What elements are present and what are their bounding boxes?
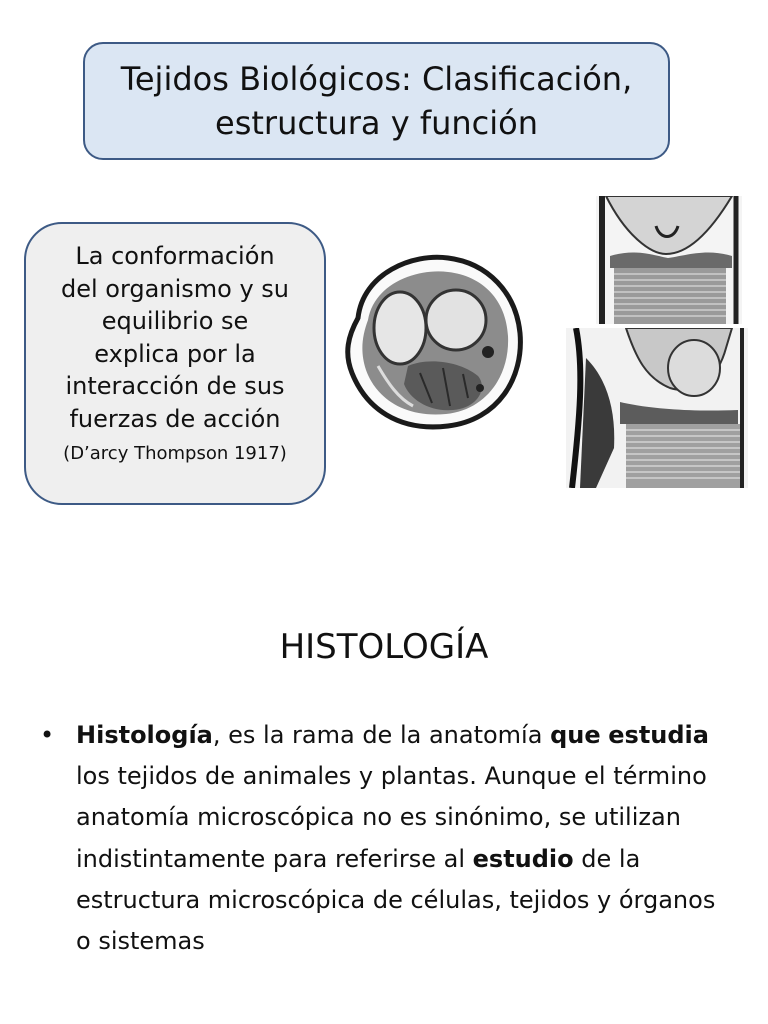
mri-sagittal-knee-icon [566, 328, 748, 488]
bullet-icon: • [40, 721, 55, 749]
quote-line: equilibrio se [101, 307, 249, 335]
quote-box [24, 222, 326, 505]
paragraph-segment: de la estructura microscópica de células, tejidos y órganos o sistemas [76, 844, 716, 956]
term-estudio: estudio [472, 844, 574, 873]
bullet-paragraph [40, 715, 730, 962]
mri-axial-knee-icon [338, 248, 526, 432]
title-box [83, 42, 670, 160]
title-line-1: Tejidos Biológicos: Clasificación, [120, 60, 633, 98]
quote-line: La conformación [75, 242, 275, 270]
quote-citation: (D’arcy Thompson 1917) [63, 443, 287, 464]
term-que: que [550, 721, 601, 749]
mri-coronal-knee-icon [596, 196, 742, 324]
term-histologia: Histología [76, 721, 213, 749]
quote-line: del organismo y su [61, 274, 289, 303]
title-line-2: estructura y función [215, 104, 538, 142]
paragraph-segment: los tejidos de animales y plantas. Aunque el término anatomía microscópica no es sinónimo, se utilizan indistintamente para referirse al [76, 762, 707, 873]
section-heading: HISTOLOGÍA [279, 627, 489, 667]
quote-line: explica por la [94, 339, 256, 368]
quote-line: interacción de sus [65, 372, 285, 400]
term-estudia: estudia [608, 721, 709, 749]
paragraph-text [76, 715, 730, 962]
quote-line: fuerzas de acción [69, 404, 281, 433]
paragraph-segment: , es la rama de la anatomía [212, 721, 551, 749]
